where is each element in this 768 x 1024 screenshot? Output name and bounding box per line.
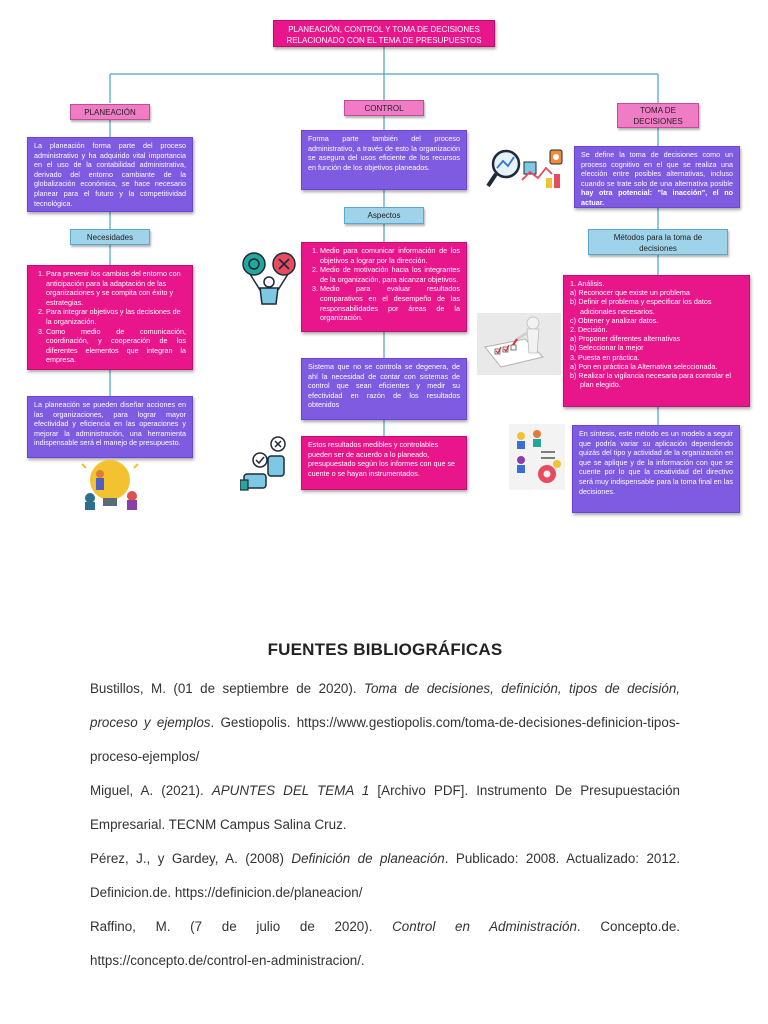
- metodo-item: a) Reconocer que existe un problema: [570, 288, 690, 298]
- control-label: CONTROL: [344, 100, 424, 116]
- aspectos-label: Aspectos: [344, 207, 424, 224]
- metodos-label-line-1: Métodos para la toma de: [613, 233, 703, 242]
- aspectos-list: [301, 242, 467, 332]
- metodos-label-line-2: decisiones: [639, 244, 677, 253]
- reference-item: [90, 672, 680, 774]
- metodo-item: a) Proponer diferentes alternativas: [570, 334, 681, 344]
- reference-title: Definición de planeación: [291, 851, 445, 866]
- necesidad-item: 2. Para integrar objetivos y las decisiones de la organización.: [46, 307, 186, 326]
- decisiones-label: [617, 103, 699, 128]
- decisiones-description-bold: hay otra potencial: "la inacción", el no actuar.: [581, 188, 733, 207]
- aspecto-item: 3. Medio para evaluar resultados comparativos en el desempeño de las responsabilidades por áreas de la organización.: [320, 284, 460, 322]
- metodo-item: c) Obtener y analizar datos.: [570, 315, 659, 325]
- reference-text: Raffino, M. (7 de julio de 2020).: [90, 919, 393, 934]
- control-resultados: Estos resultados medibles y controlables pueden ser de acuerdo a lo planeado, presupuestado según los informes con que se cuente o se hayan instrumentados.: [301, 436, 467, 490]
- references-section: [90, 640, 680, 978]
- control-description: Forma parte también del proceso administrativo, a través de esto la organización se asegura del usos eficiente de los recursos en función de los objetivos planeados.: [301, 130, 467, 190]
- metodo-item: 3. Puesta en práctica.: [570, 352, 640, 362]
- decisiones-sintesis: En síntesis, este método es un modelo a seguir que podría variar su aplicación dependiendo quizás del tipo y actividad de la organización en que se aplique y de la información con que se cuente por lo que la creatividad del directivo será muy indispensable para la toma final en las decisiones.: [572, 425, 740, 513]
- aspecto-item: 2. Medio de motivación hacia los integrantes de la organización, para alcanzar objetivos.: [320, 265, 460, 284]
- metodo-item: 2. Decisión.: [570, 325, 608, 335]
- reference-title: APUNTES DEL TEMA 1: [211, 783, 370, 798]
- references-heading: FUENTES BIBLIOGRÁFICAS: [267, 640, 503, 659]
- reference-text: . Gestiopolis. https://www.gestiopolis.com/toma-de-decisiones-definicion-tipos-proceso-ejemplos/: [90, 715, 680, 764]
- metodo-item: b) Realizar la vigilancia necesaria para controlar el plan elegido.: [570, 371, 731, 390]
- person-choice-icon: [238, 250, 300, 308]
- reference-text: Miguel, A. (2021).: [90, 783, 212, 798]
- reference-item: [90, 842, 680, 910]
- decisiones-description-text: Se define la toma de decisiones como un proceso cognitivo en el que se realiza una elección entre posibles alternativas, incluso cuando se trate solo de una alternativa posible: [581, 150, 733, 188]
- team-gears-icon: [509, 424, 565, 490]
- control-sistema: Sistema que no se controla se degenera, de ahí la necesidad de contar con sistemas de control que sean eficientes y medir su efectividad en razón de los resultados obtenidos: [301, 358, 467, 420]
- planeacion-description: La planeación forma parte del proceso administrativo y ha adquirido vital importancia en el uso de la contabilidad administrativa, derivado del entorno cambiante de la globalización económica, se hace necesario planear para el futuro y la competitividad tecnológica.: [27, 137, 193, 212]
- title-line-1: PLANEACIÓN, CONTROL Y TOMA DE DECISIONES: [288, 25, 480, 34]
- necesidades-list: [27, 265, 193, 370]
- reference-text: . Concepto.de. https://concepto.de/control-en-administracion/.: [90, 919, 680, 968]
- necesidades-label: Necesidades: [70, 229, 150, 245]
- metodo-item: b) Seleccionar la mejor: [570, 343, 644, 353]
- decisiones-label-line-1: TOMA DE: [640, 106, 676, 115]
- title-line-2: RELACIONADO CON EL TEMA DE PRESUPUESTOS: [286, 36, 482, 45]
- reference-text: Pérez, J., y Gardey, A. (2008): [90, 851, 292, 866]
- planeacion-note: La planeación se pueden diseñar acciones en las organizaciones, para lograr mayor efectividad y eficiencia en las operaciones y mejorar la administración, una herramienta indispensable será el manejo de presupuesto.: [27, 396, 193, 458]
- checklist-figure-icon: [477, 313, 561, 375]
- metodos-label: [588, 229, 728, 255]
- lightbulb-icon: [76, 458, 144, 510]
- necesidad-item: 1. Para prevenir los cambios del entorno con anticipación para la adaptación de las organizaciones y se compita con éxito y estrategias.: [46, 269, 186, 307]
- metodo-item: 1. Análisis.: [570, 279, 605, 288]
- decisiones-label-line-2: DECISIONES: [633, 117, 683, 126]
- metodos-list: [563, 275, 750, 407]
- aspecto-item: 1. Medio para comunicar información de los objetivos a lograr por la dirección.: [320, 246, 460, 265]
- hand-check-icon: [240, 436, 298, 494]
- reference-text: . Publicado: 2008. Actualizado: 2012. Definicion.de. https://definicion.de/planeacion/: [90, 851, 680, 900]
- reference-title: Toma de decisiones, definición, tipos de decisión, proceso y ejemplos: [90, 681, 680, 730]
- analytics-magnifier-icon: [486, 146, 566, 192]
- reference-item: [90, 910, 680, 978]
- reference-title: Control en Administración: [392, 919, 577, 934]
- reference-item: [90, 774, 680, 842]
- diagram-title: [273, 20, 495, 47]
- reference-text: [Archivo PDF]. Instrumento De Presupuestación Empresarial. TECNM Campus Salina Cruz.: [90, 783, 680, 832]
- metodo-item: b) Definir el problema y especificar los datos adicionales necesarios.: [570, 297, 712, 316]
- planeacion-label: PLANEACIÓN: [70, 104, 150, 120]
- reference-text: Bustillos, M. (01 de septiembre de 2020).: [90, 681, 365, 696]
- metodo-item: a) Pon en práctica la Alternativa seleccionada.: [570, 361, 718, 371]
- decisiones-description: [574, 146, 740, 208]
- necesidad-item: 3. Como medio de comunicación, coordinación, y cooperación de los diferentes elementos que integran la empresa.: [46, 327, 186, 365]
